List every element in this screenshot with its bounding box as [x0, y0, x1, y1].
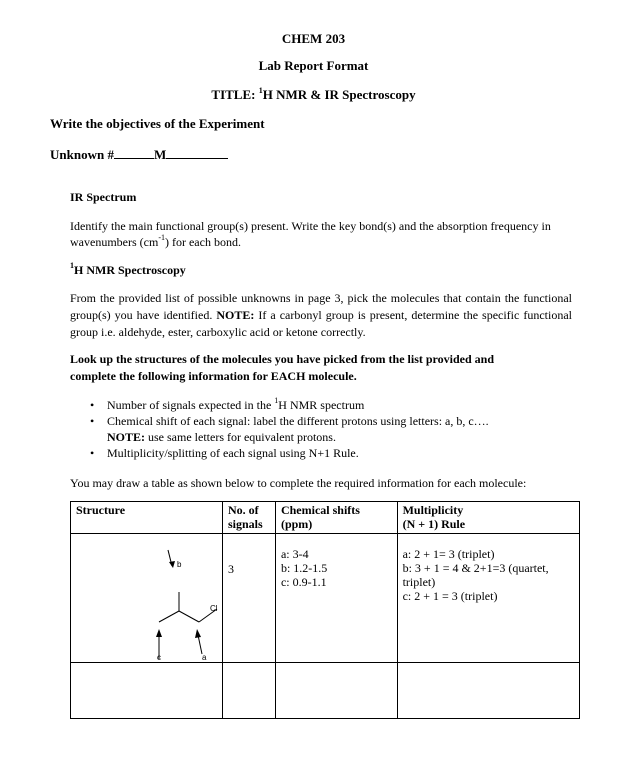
header-shifts-line1: Chemical shifts	[280, 503, 360, 517]
nmr-body-text-b: If a carbonyl group is present, determine the specific functional group i.e. aldehyde, ester, carboxylic acid or ketone correctly.	[70, 308, 573, 339]
document-subtitle: Lab Report Format	[258, 58, 369, 73]
table-header-row	[71, 502, 580, 534]
header-structure	[71, 502, 223, 534]
empty-shifts-cell[interactable]	[275, 663, 397, 719]
ir-heading: IR Spectrum	[70, 190, 137, 204]
signals-cell	[223, 534, 276, 663]
bullet-text-b: H NMR spectrum	[278, 398, 365, 412]
unknown-mass-blank[interactable]	[166, 146, 228, 159]
unknown-number-blank[interactable]	[114, 146, 154, 159]
bullet-item	[70, 445, 580, 461]
ir-body	[70, 218, 580, 250]
label-b: b	[177, 560, 182, 569]
mult-a: a: 2 + 1= 3 (triplet)	[402, 547, 495, 561]
ir-sup: -1	[158, 233, 165, 242]
signals-value: 3	[228, 562, 234, 576]
ir-body-text: Identify the main functional group(s) present. Write the key bond(s) and the absorption frequency in wavenumbers (cm	[70, 219, 551, 249]
results-table	[70, 501, 580, 719]
header-mult-line1: Multiplicity	[402, 503, 464, 517]
header-signals-line1: No. of	[228, 503, 259, 517]
header-signals	[223, 502, 276, 534]
header-signals-line2: signals	[228, 517, 263, 531]
nmr-body	[70, 290, 572, 341]
mult-b-cont: triplet)	[402, 575, 436, 589]
bullet-list	[70, 397, 580, 461]
shift-c: c: 0.9-1.1	[280, 575, 327, 589]
unknown-label: Unknown #	[50, 147, 114, 162]
header-mult-line2: (N + 1) Rule	[402, 517, 466, 531]
empty-structure-cell[interactable]	[71, 663, 223, 719]
bullet-icon: •	[90, 446, 95, 460]
title-prefix: TITLE:	[211, 87, 259, 102]
lookup-instruction: Look up the structures of the molecules you have picked from the list provided and complete the following information for EACH molecule.	[70, 352, 495, 383]
objectives-heading: Write the objectives of the Experiment	[50, 116, 265, 131]
title-rest: H NMR & IR Spectroscopy	[262, 87, 416, 102]
nmr-heading-sup: 1	[70, 261, 74, 270]
header-shifts-line2: (ppm)	[280, 517, 313, 531]
table-row	[71, 534, 580, 663]
nmr-heading-text: H NMR Spectroscopy	[74, 263, 186, 277]
bullet-text: Multiplicity/splitting of each signal using N+1 Rule.	[107, 446, 359, 460]
mult-c: c: 2 + 1 = 3 (triplet)	[402, 589, 498, 603]
label-cl: Cl	[210, 604, 218, 613]
arrow-icon	[168, 550, 175, 568]
label-c: c	[157, 653, 161, 662]
shift-b: b: 1.2-1.5	[280, 561, 328, 575]
header-shifts	[275, 502, 397, 534]
report-title	[0, 87, 627, 103]
molecule-bonds	[159, 592, 217, 622]
bullet-item	[70, 413, 580, 445]
multiplicity-cell	[397, 534, 579, 663]
empty-multiplicity-cell[interactable]	[397, 663, 579, 719]
empty-signals-cell[interactable]	[223, 663, 276, 719]
molecule-structure-drawing	[71, 534, 222, 662]
nmr-body-text: From the provided list of possible unknowns in page 3, pick the molecules that contain the functional group(s) you have identified.	[70, 291, 572, 322]
bullet-icon: •	[90, 414, 95, 428]
table-intro: You may draw a table as shown below to complete the required information for each molecule:	[70, 476, 527, 490]
shift-a: a: 3-4	[280, 547, 309, 561]
label-a: a	[202, 653, 207, 662]
ir-body-text-b: ) for each bond.	[164, 235, 241, 249]
title-sup: 1	[258, 85, 263, 95]
table-row	[71, 663, 580, 719]
arrow-icon	[195, 629, 202, 654]
bullet-note-label: NOTE:	[107, 430, 146, 444]
course-title: CHEM 203	[281, 31, 346, 46]
shifts-cell	[275, 534, 397, 663]
bullet-text: Number of signals expected in the	[107, 398, 275, 412]
header-structure-text: Structure	[76, 503, 126, 517]
nmr-note-label: NOTE:	[216, 308, 255, 322]
bullet-icon: •	[90, 398, 95, 412]
header-multiplicity	[397, 502, 579, 534]
unknown-m: M	[153, 147, 167, 162]
bullet-note-text: use same letters for equivalent protons.	[145, 430, 336, 444]
bullet-item	[70, 397, 580, 413]
bullet-sup: 1	[274, 396, 279, 405]
nmr-heading	[70, 262, 186, 278]
bullet-text: Chemical shift of each signal: label the different protons using letters: a, b, c….	[107, 414, 489, 428]
mult-b: b: 3 + 1 = 4 & 2+1=3 (quartet,	[402, 561, 549, 575]
unknown-line	[50, 146, 228, 163]
structure-cell	[71, 534, 223, 663]
